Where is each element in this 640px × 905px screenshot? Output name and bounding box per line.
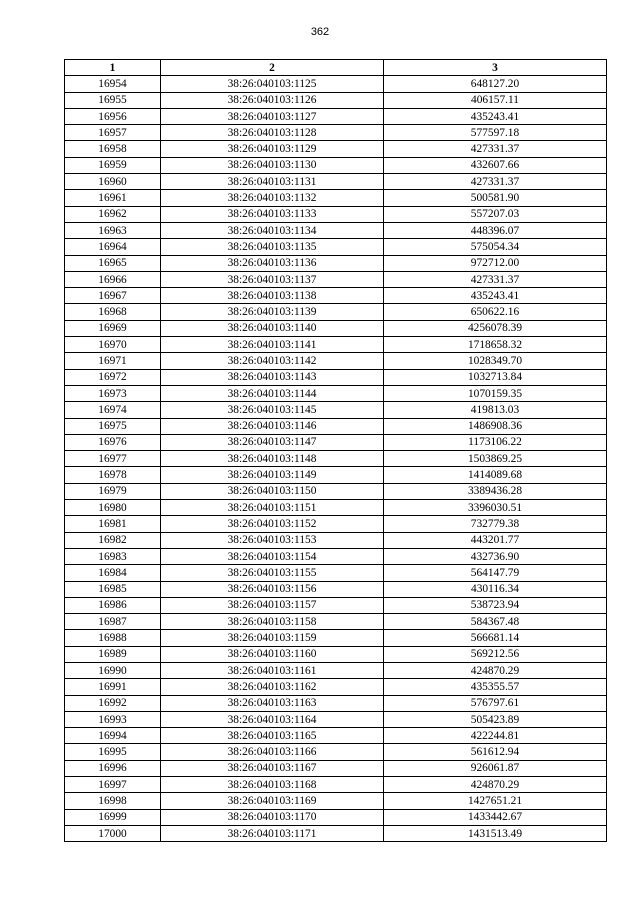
cadastral-number-cell: 38:26:040103:1137 — [161, 271, 384, 287]
cadastral-value-cell: 1433442.67 — [384, 809, 607, 825]
cadastral-value-cell: 4256078.39 — [384, 320, 607, 336]
cadastral-value-cell: 424870.29 — [384, 662, 607, 678]
table-row — [65, 744, 607, 760]
table-row — [65, 532, 607, 548]
table-row — [65, 679, 607, 695]
cadastral-number-cell: 38:26:040103:1157 — [161, 597, 384, 613]
cadastral-number-cell: 38:26:040103:1162 — [161, 679, 384, 695]
table-row — [65, 597, 607, 613]
cadastral-number-cell: 38:26:040103:1135 — [161, 239, 384, 255]
table-row — [65, 190, 607, 206]
table-row — [65, 108, 607, 124]
cadastral-number-cell: 38:26:040103:1158 — [161, 614, 384, 630]
table-row — [65, 320, 607, 336]
table-row — [65, 760, 607, 776]
table-row — [65, 402, 607, 418]
cadastral-value-cell: 650622.16 — [384, 304, 607, 320]
cadastral-number-cell: 38:26:040103:1143 — [161, 369, 384, 385]
cadastral-value-cell: 432607.66 — [384, 157, 607, 173]
cadastral-value-cell: 1431513.49 — [384, 825, 607, 841]
cadastral-number-cell: 38:26:040103:1149 — [161, 467, 384, 483]
row-number-cell: 16979 — [65, 483, 161, 499]
cadastral-value-cell: 406157.11 — [384, 92, 607, 108]
cadastral-number-cell: 38:26:040103:1127 — [161, 108, 384, 124]
cadastral-value-cell: 926061.87 — [384, 760, 607, 776]
row-number-cell: 16971 — [65, 353, 161, 369]
cadastral-number-cell: 38:26:040103:1146 — [161, 418, 384, 434]
cadastral-number-cell: 38:26:040103:1151 — [161, 500, 384, 516]
cadastral-number-cell: 38:26:040103:1145 — [161, 402, 384, 418]
row-number-cell: 16992 — [65, 695, 161, 711]
cadastral-value-cell: 435243.41 — [384, 108, 607, 124]
cadastral-value-cell: 427331.37 — [384, 271, 607, 287]
table-row — [65, 239, 607, 255]
cadastral-value-cell: 1028349.70 — [384, 353, 607, 369]
row-number-cell: 16963 — [65, 222, 161, 238]
row-number-cell: 16975 — [65, 418, 161, 434]
row-number-cell: 16976 — [65, 434, 161, 450]
cadastral-number-cell: 38:26:040103:1134 — [161, 222, 384, 238]
cadastral-number-cell: 38:26:040103:1152 — [161, 516, 384, 532]
table-row — [65, 206, 607, 222]
table-row — [65, 581, 607, 597]
row-number-cell: 16962 — [65, 206, 161, 222]
row-number-cell: 16972 — [65, 369, 161, 385]
row-number-cell: 16999 — [65, 809, 161, 825]
cadastral-value-cell: 584367.48 — [384, 614, 607, 630]
cadastral-number-cell: 38:26:040103:1136 — [161, 255, 384, 271]
column-header-1: 1 — [65, 60, 161, 76]
table-row — [65, 271, 607, 287]
cadastral-value-cell: 424870.29 — [384, 777, 607, 793]
cadastral-number-cell: 38:26:040103:1167 — [161, 760, 384, 776]
table-row — [65, 695, 607, 711]
row-number-cell: 16981 — [65, 516, 161, 532]
cadastral-number-cell: 38:26:040103:1148 — [161, 451, 384, 467]
row-number-cell: 16986 — [65, 597, 161, 613]
cadastral-value-cell: 538723.94 — [384, 597, 607, 613]
cadastral-number-cell: 38:26:040103:1128 — [161, 125, 384, 141]
table-row — [65, 825, 607, 841]
cadastral-number-cell: 38:26:040103:1163 — [161, 695, 384, 711]
cadastral-number-cell: 38:26:040103:1165 — [161, 728, 384, 744]
row-number-cell: 16959 — [65, 157, 161, 173]
cadastral-value-cell: 577597.18 — [384, 125, 607, 141]
table-body — [65, 76, 607, 842]
table-row — [65, 516, 607, 532]
table-row — [65, 711, 607, 727]
table-row — [65, 304, 607, 320]
row-number-cell: 16969 — [65, 320, 161, 336]
cadastral-value-cell: 427331.37 — [384, 141, 607, 157]
cadastral-number-cell: 38:26:040103:1155 — [161, 565, 384, 581]
cadastral-value-cell: 443201.77 — [384, 532, 607, 548]
table-row — [65, 434, 607, 450]
cadastral-number-cell: 38:26:040103:1138 — [161, 288, 384, 304]
page-number: 362 — [310, 26, 330, 38]
table-row — [65, 809, 607, 825]
row-number-cell: 16968 — [65, 304, 161, 320]
table-row — [65, 565, 607, 581]
row-number-cell: 16996 — [65, 760, 161, 776]
table-row — [65, 793, 607, 809]
row-number-cell: 16983 — [65, 548, 161, 564]
cadastral-value-cell: 557207.03 — [384, 206, 607, 222]
row-number-cell: 16984 — [65, 565, 161, 581]
table-row — [65, 548, 607, 564]
row-number-cell: 16991 — [65, 679, 161, 695]
cadastral-value-cell: 435243.41 — [384, 288, 607, 304]
cadastral-value-cell: 435355.57 — [384, 679, 607, 695]
table-row — [65, 483, 607, 499]
cadastral-number-cell: 38:26:040103:1129 — [161, 141, 384, 157]
row-number-cell: 16957 — [65, 125, 161, 141]
cadastral-number-cell: 38:26:040103:1147 — [161, 434, 384, 450]
cadastral-value-cell: 569212.56 — [384, 646, 607, 662]
column-header-2: 2 — [161, 60, 384, 76]
table-row — [65, 92, 607, 108]
column-header-3: 3 — [384, 60, 607, 76]
cadastral-value-cell: 1718658.32 — [384, 337, 607, 353]
cadastral-value-cell: 1427651.21 — [384, 793, 607, 809]
row-number-cell: 16954 — [65, 76, 161, 92]
cadastral-value-cell: 427331.37 — [384, 174, 607, 190]
row-number-cell: 16967 — [65, 288, 161, 304]
cadastral-number-cell: 38:26:040103:1169 — [161, 793, 384, 809]
cadastral-number-cell: 38:26:040103:1154 — [161, 548, 384, 564]
cadastral-number-cell: 38:26:040103:1144 — [161, 385, 384, 401]
row-number-cell: 16997 — [65, 777, 161, 793]
table-row — [65, 125, 607, 141]
header-row — [65, 60, 607, 76]
cadastral-number-cell: 38:26:040103:1161 — [161, 662, 384, 678]
cadastral-number-cell: 38:26:040103:1153 — [161, 532, 384, 548]
row-number-cell: 17000 — [65, 825, 161, 841]
table-row — [65, 451, 607, 467]
cadastral-value-cell: 448396.07 — [384, 222, 607, 238]
table-row — [65, 630, 607, 646]
table-row — [65, 728, 607, 744]
table-row — [65, 646, 607, 662]
cadastral-value-cell: 1414089.68 — [384, 467, 607, 483]
table-row — [65, 222, 607, 238]
table-row — [65, 467, 607, 483]
cadastral-value-cell: 422244.81 — [384, 728, 607, 744]
cadastral-number-cell: 38:26:040103:1160 — [161, 646, 384, 662]
row-number-cell: 16961 — [65, 190, 161, 206]
row-number-cell: 16988 — [65, 630, 161, 646]
row-number-cell: 16987 — [65, 614, 161, 630]
cadastral-number-cell: 38:26:040103:1150 — [161, 483, 384, 499]
row-number-cell: 16980 — [65, 500, 161, 516]
cadastral-value-cell: 505423.89 — [384, 711, 607, 727]
cadastral-value-cell: 1032713.84 — [384, 369, 607, 385]
row-number-cell: 16958 — [65, 141, 161, 157]
cadastral-value-cell: 972712.00 — [384, 255, 607, 271]
cadastral-value-cell: 561612.94 — [384, 744, 607, 760]
row-number-cell: 16966 — [65, 271, 161, 287]
cadastral-number-cell: 38:26:040103:1130 — [161, 157, 384, 173]
cadastral-value-cell: 419813.03 — [384, 402, 607, 418]
row-number-cell: 16956 — [65, 108, 161, 124]
cadastral-number-cell: 38:26:040103:1140 — [161, 320, 384, 336]
row-number-cell: 16960 — [65, 174, 161, 190]
row-number-cell: 16973 — [65, 385, 161, 401]
cadastral-value-cell: 648127.20 — [384, 76, 607, 92]
cadastral-number-cell: 38:26:040103:1132 — [161, 190, 384, 206]
table-header — [65, 60, 607, 76]
table-row — [65, 255, 607, 271]
table-row — [65, 369, 607, 385]
cadastral-value-table — [64, 59, 607, 842]
table-row — [65, 141, 607, 157]
row-number-cell: 16998 — [65, 793, 161, 809]
cadastral-number-cell: 38:26:040103:1141 — [161, 337, 384, 353]
table-row — [65, 353, 607, 369]
cadastral-value-cell: 1070159.35 — [384, 385, 607, 401]
cadastral-value-cell: 576797.61 — [384, 695, 607, 711]
row-number-cell: 16977 — [65, 451, 161, 467]
cadastral-value-cell: 432736.90 — [384, 548, 607, 564]
cadastral-number-cell: 38:26:040103:1164 — [161, 711, 384, 727]
cadastral-value-cell: 575054.34 — [384, 239, 607, 255]
row-number-cell: 16978 — [65, 467, 161, 483]
cadastral-number-cell: 38:26:040103:1125 — [161, 76, 384, 92]
table-row — [65, 500, 607, 516]
table-row — [65, 662, 607, 678]
table-row — [65, 777, 607, 793]
table-row — [65, 157, 607, 173]
cadastral-number-cell: 38:26:040103:1156 — [161, 581, 384, 597]
row-number-cell: 16965 — [65, 255, 161, 271]
row-number-cell: 16964 — [65, 239, 161, 255]
cadastral-value-cell: 566681.14 — [384, 630, 607, 646]
table-row — [65, 288, 607, 304]
cadastral-number-cell: 38:26:040103:1166 — [161, 744, 384, 760]
cadastral-value-cell: 3389436.28 — [384, 483, 607, 499]
row-number-cell: 16995 — [65, 744, 161, 760]
row-number-cell: 16989 — [65, 646, 161, 662]
table-row — [65, 337, 607, 353]
cadastral-value-cell: 732779.38 — [384, 516, 607, 532]
cadastral-number-cell: 38:26:040103:1139 — [161, 304, 384, 320]
table-row — [65, 76, 607, 92]
cadastral-value-cell: 1503869.25 — [384, 451, 607, 467]
cadastral-value-cell: 430116.34 — [384, 581, 607, 597]
row-number-cell: 16994 — [65, 728, 161, 744]
table-row — [65, 614, 607, 630]
cadastral-value-cell: 3396030.51 — [384, 500, 607, 516]
cadastral-value-cell: 1486908.36 — [384, 418, 607, 434]
cadastral-number-cell: 38:26:040103:1168 — [161, 777, 384, 793]
row-number-cell: 16990 — [65, 662, 161, 678]
cadastral-number-cell: 38:26:040103:1171 — [161, 825, 384, 841]
cadastral-number-cell: 38:26:040103:1126 — [161, 92, 384, 108]
cadastral-number-cell: 38:26:040103:1159 — [161, 630, 384, 646]
table-row — [65, 418, 607, 434]
cadastral-value-cell: 1173106.22 — [384, 434, 607, 450]
row-number-cell: 16970 — [65, 337, 161, 353]
row-number-cell: 16982 — [65, 532, 161, 548]
table-row — [65, 385, 607, 401]
cadastral-number-cell: 38:26:040103:1131 — [161, 174, 384, 190]
cadastral-number-cell: 38:26:040103:1170 — [161, 809, 384, 825]
cadastral-value-cell: 564147.79 — [384, 565, 607, 581]
cadastral-value-cell: 500581.90 — [384, 190, 607, 206]
cadastral-number-cell: 38:26:040103:1133 — [161, 206, 384, 222]
cadastral-number-cell: 38:26:040103:1142 — [161, 353, 384, 369]
row-number-cell: 16993 — [65, 711, 161, 727]
row-number-cell: 16985 — [65, 581, 161, 597]
table-row — [65, 174, 607, 190]
row-number-cell: 16955 — [65, 92, 161, 108]
row-number-cell: 16974 — [65, 402, 161, 418]
